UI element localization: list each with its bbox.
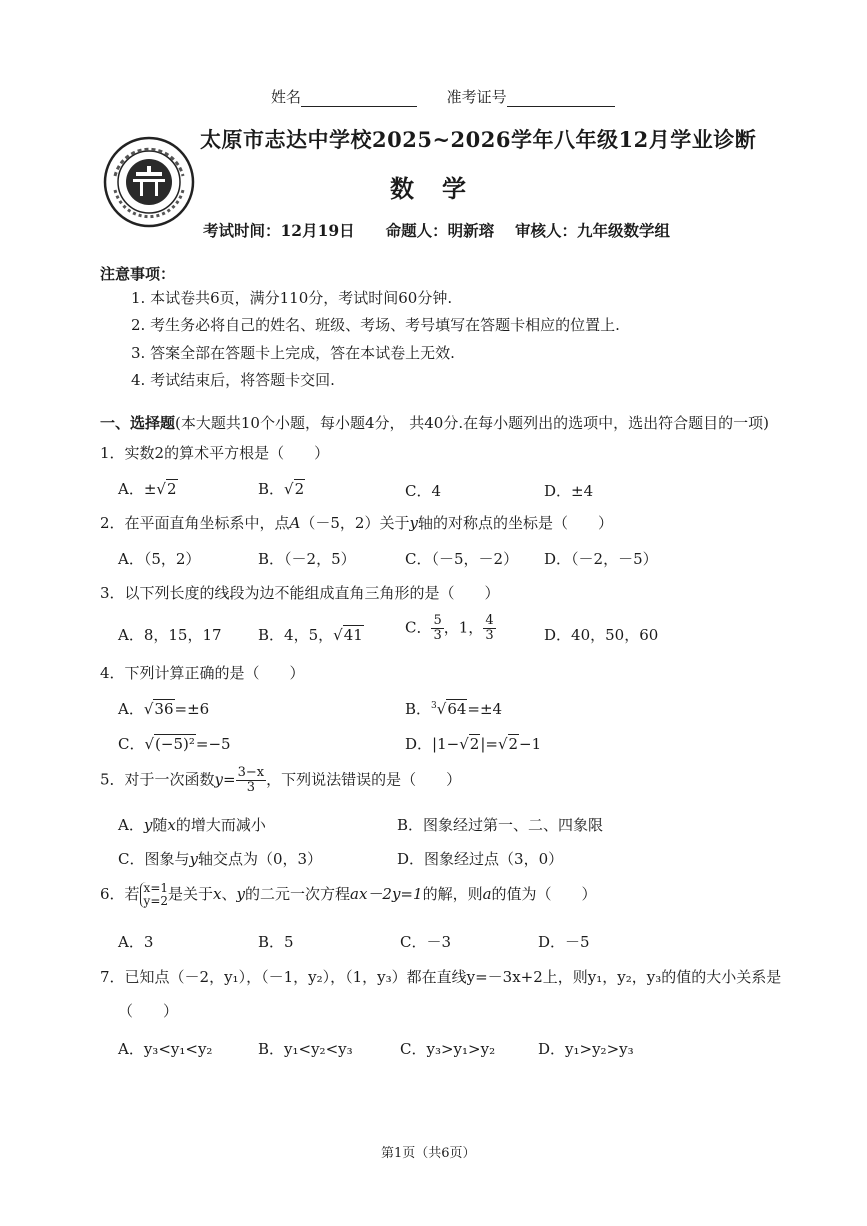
note-item: 2. 考生务必将自己的姓名、班级、考场、考号填写在答题卡相应的位置上. — [131, 316, 620, 334]
note-item: 3. 答案全部在答题卡上完成，答在本试卷上无效. — [131, 344, 455, 362]
q3-option-b: B．4，5，√41 — [258, 626, 363, 644]
question-5-stem: 5．对于一次函数y= $\frac{3-x}{3}$ ，下列说法错误的是（ ） — [100, 765, 462, 795]
q3-option-d: D．40，50，60 — [544, 626, 659, 644]
section-title: 一、选择题 — [100, 414, 176, 432]
exam-meta: 考试时间：12月19日 命题人：明新瑢 审核人：九年级数学组 — [203, 221, 671, 240]
q5-option-b: B．图象经过第一、二、四象限 — [397, 816, 604, 834]
q4-option-a: A．√36=±6 — [118, 700, 210, 718]
subject-title: 数学 — [390, 174, 494, 203]
q7-option-c: C．y₃>y₁>y₂ — [400, 1040, 496, 1058]
question-3-stem: 3．以下列长度的线段为边不能组成直角三角形的是（ ） — [100, 584, 500, 602]
q5-option-a: A．y随x的增大而减小 — [118, 816, 266, 834]
name-label: 姓名 — [271, 88, 302, 106]
notes-heading: 注意事项： — [100, 265, 176, 283]
q7-option-d: D．y₁>y₂>y₃ — [538, 1040, 634, 1058]
note-item: 4. 考试结束后，将答题卡交回. — [131, 371, 335, 389]
q1-option-a: A．±√2 — [118, 480, 177, 498]
q7-option-a: A．y₃<y₁<y₂ — [118, 1040, 213, 1058]
q1-option-b: B．√2 — [258, 480, 305, 498]
question-1-stem: 1．实数2的算术平方根是（ ） — [100, 444, 330, 462]
question-7-stem: 7．已知点（－2，y₁），（－1，y₂），（1，y₃）都在直线y=－3x+2上，则y₁，y₂，y₃的值的大小关系是 — [100, 968, 782, 986]
question-2-stem: 2．在平面直角坐标系中，点A（－5，2）关于y轴的对称点的坐标是（ ） — [100, 514, 613, 532]
q1-option-d: D．±4 — [544, 482, 594, 500]
q6-option-b: B．5 — [258, 933, 294, 951]
q6-option-a: A．3 — [118, 933, 154, 951]
q6-option-c: C．－3 — [400, 933, 452, 951]
q7-option-b: B．y₁<y₂<y₃ — [258, 1040, 353, 1058]
exam-title: 太原市志达中学校2025~2026学年八年级12月学业诊断 — [200, 127, 757, 152]
q1-option-c: C．4 — [405, 482, 442, 500]
school-seal — [103, 136, 195, 228]
q2-option-b: B．（－2，5） — [258, 550, 356, 568]
name-line — [271, 86, 615, 107]
note-item: 1. 本试卷共6页，满分110分，考试时间60分钟. — [131, 289, 453, 307]
page-number: 第1页（共6页） — [381, 1146, 476, 1161]
q2-option-d: D．（－2，－5） — [544, 550, 658, 568]
section-desc: (本大题共10个小题，每小题4分， 共40分.在每小题列出的选项中，选出符合题目的一项) — [175, 414, 769, 432]
q3-option-c: C． $\frac{5}{3}$ ，1， $\frac{4}{3}$ — [405, 613, 494, 643]
name-blank — [301, 90, 417, 107]
q6-option-d: D．－5 — [538, 933, 590, 951]
q4-option-b: B．$^3$√64=±4 — [405, 700, 503, 718]
q4-option-c: C．√(−5)²=−5 — [118, 735, 231, 753]
q2-option-a: A．（5，2） — [118, 550, 201, 568]
q5-option-d: D．图象经过点（3，0） — [397, 850, 564, 868]
exam-id-blank — [507, 90, 615, 107]
question-6-stem: 6．若 x=1 y=2 是关于x、y的二元一次方程ax－2y=1的解，则a的值为（ ） — [100, 881, 597, 908]
q5-option-c: C．图象与y轴交点为（0，3） — [118, 850, 323, 868]
q3-option-a: A．8，15，17 — [118, 626, 222, 644]
q2-option-c: C．（－5，－2） — [405, 550, 519, 568]
section-heading — [100, 412, 769, 433]
question-7-paren: （ ） — [118, 1002, 179, 1020]
exam-id-label: 准考证号 — [446, 88, 507, 106]
question-4-stem: 4．下列计算正确的是（ ） — [100, 664, 305, 682]
q4-option-d: D．|1−√2|=√2−1 — [405, 735, 542, 753]
